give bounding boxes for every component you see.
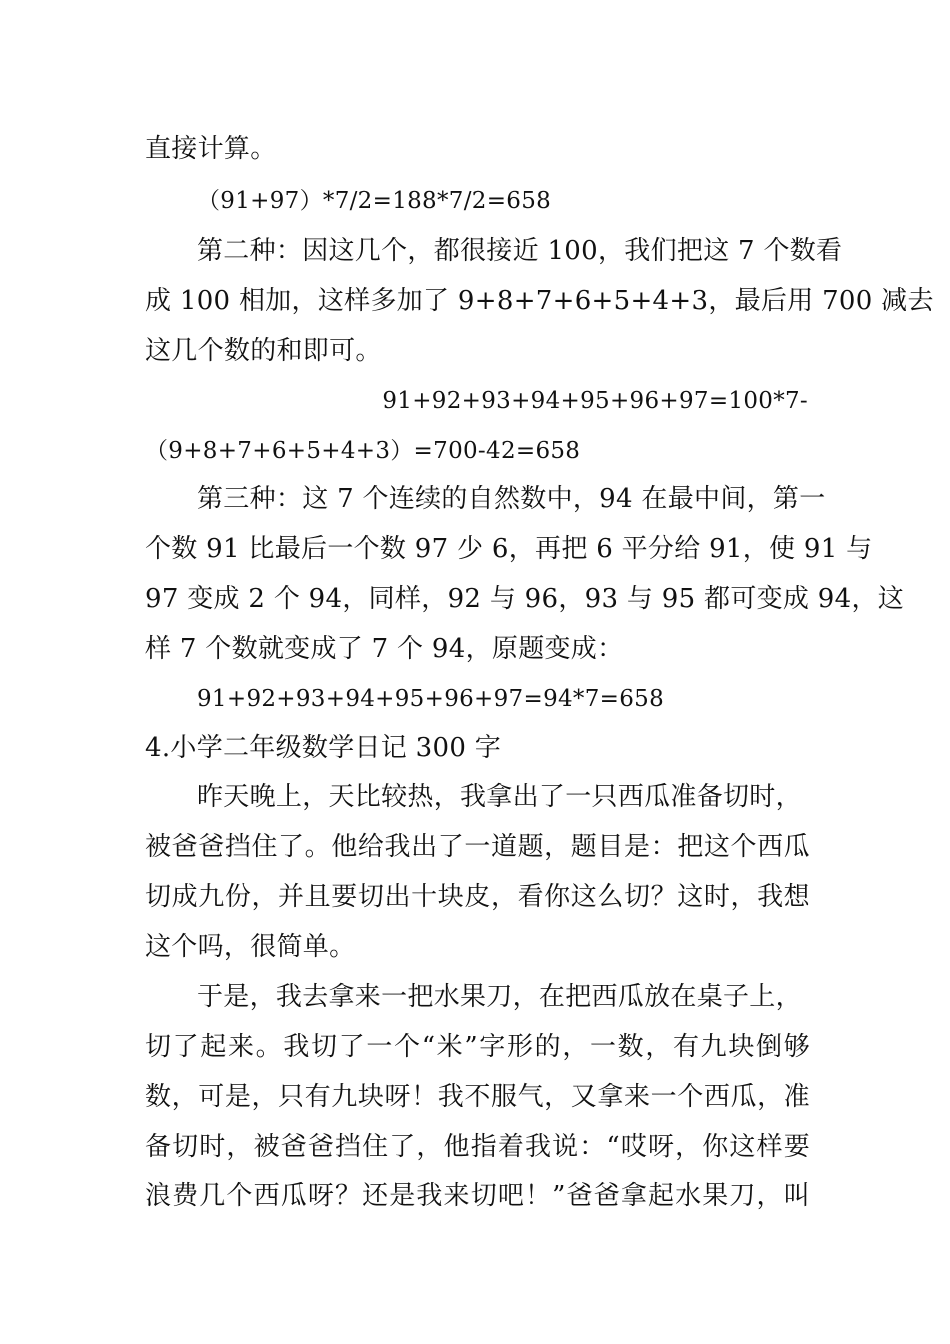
paragraph-line: 97 变成 2 个 94，同样，92 与 96，93 与 95 都可变成 94，这: [145, 584, 905, 614]
paragraph-line: 样 7 个数就变成了 7 个 94，原题变成：: [145, 634, 624, 664]
formula-line: （9+8+7+6+5+4+3）=700-42=658: [145, 438, 581, 464]
paragraph-line: 数，可是，只有九块呀！我不服气，又拿来一个西瓜，准: [145, 1082, 810, 1112]
text-line: 直接计算。: [145, 134, 277, 164]
paragraph-line: 切成九份，并且要切出十块皮，看你这么切？这时，我想: [145, 882, 810, 912]
paragraph-line: 第三种：这 7 个连续的自然数中，94 在最中间，第一: [197, 484, 826, 514]
paragraph-line: 浪费几个西瓜呀？还是我来切吧！”爸爸拿起水果刀，叫: [145, 1181, 810, 1211]
paragraph-line: 被爸爸挡住了。他给我出了一道题，题目是：把这个西瓜: [145, 832, 810, 862]
formula-line: 91+92+93+94+95+96+97=94*7=658: [197, 686, 665, 712]
paragraph-line: 成 100 相加，这样多加了 9+8+7+6+5+4+3，最后用 700 减去: [145, 286, 934, 316]
paragraph-line: 个数 91 比最后一个数 97 少 6，再把 6 平分给 91，使 91 与: [145, 534, 873, 564]
paragraph-line: 第二种：因这几个，都很接近 100，我们把这 7 个数看: [197, 236, 843, 266]
formula-line: （91+97）*7/2=188*7/2=658: [197, 188, 552, 214]
paragraph-line: 备切时，被爸爸挡住了，他指着我说：“哎呀，你这样要: [145, 1132, 810, 1162]
formula-line: 91+92+93+94+95+96+97=100*7-: [382, 388, 808, 414]
paragraph-line: 于是，我去拿来一把水果刀，在把西瓜放在桌子上，: [197, 982, 802, 1012]
paragraph-line: 这几个数的和即可。: [145, 336, 382, 366]
section-heading: 4.小学二年级数学日记 300 字: [145, 733, 502, 763]
paragraph-line: 这个吗，很简单。: [145, 932, 356, 962]
paragraph-line: 昨天晚上，天比较热，我拿出了一只西瓜准备切时，: [197, 782, 802, 812]
paragraph-line: 切了起来。我切了一个“米”字形的，一数，有九块倒够: [145, 1032, 810, 1062]
